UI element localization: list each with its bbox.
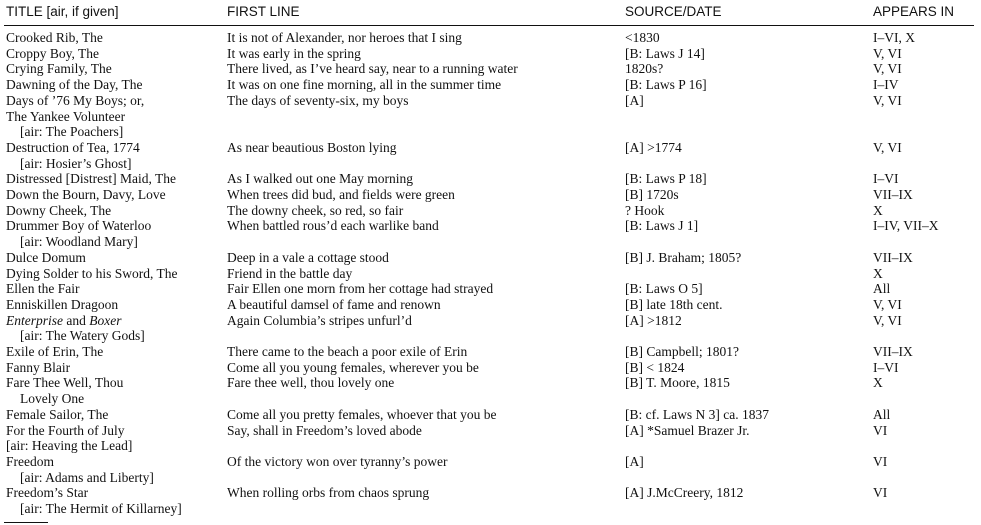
air-note: [air: Adams and Liberty] xyxy=(20,469,154,485)
appears-in: VII–IX xyxy=(873,249,913,265)
table-row xyxy=(0,266,981,282)
first-line: There lived, as I’ve heard say, near to a running water xyxy=(227,61,518,77)
appears-in: V, VI xyxy=(873,139,902,155)
source-date: [A] xyxy=(625,92,644,108)
table-row xyxy=(0,407,981,423)
first-line: Come all you young females, wherever you be xyxy=(227,359,479,375)
source-date: [B: Laws J 1] xyxy=(625,218,699,234)
appears-in: V, VI xyxy=(873,296,902,312)
song-title: Dying Solder to his Sword, The xyxy=(6,265,178,281)
source-date: 1820s? xyxy=(625,61,664,77)
air-note: [air: Hosier’s Ghost] xyxy=(20,155,132,171)
source-date: [B] Campbell; 1801? xyxy=(625,344,739,360)
song-title: Dulce Domum xyxy=(6,249,86,265)
source-date: [A] >1812 xyxy=(625,312,682,328)
first-line: Of the victory won over tyranny’s power xyxy=(227,453,448,469)
source-date: <1830 xyxy=(625,30,660,45)
song-title: Female Sailor, The xyxy=(6,406,109,422)
first-line: It is not of Alexander, nor heroes that I sing xyxy=(227,30,462,45)
air-note: [air: The Hermit of Killarney] xyxy=(20,501,182,517)
air-note: [air: Woodland Mary] xyxy=(20,234,138,250)
first-line: Again Columbia’s stripes unfurl’d xyxy=(227,312,412,328)
first-line: Friend in the battle day xyxy=(227,265,353,281)
first-line: There came to the beach a poor exile of Erin xyxy=(227,344,468,360)
song-title: Destruction of Tea, 1774 xyxy=(6,139,140,155)
source-date: [A] xyxy=(625,453,644,469)
appears-in: X xyxy=(873,375,883,391)
table-row xyxy=(0,454,981,485)
header-first-line: FIRST LINE xyxy=(227,4,300,19)
appears-in: X xyxy=(873,265,883,281)
first-line: It was on one fine morning, all in the summer time xyxy=(227,77,502,93)
table-row xyxy=(0,281,981,297)
appears-in: V, VI xyxy=(873,92,902,108)
song-title: For the Fourth of July xyxy=(6,422,125,438)
song-title: Dawning of the Day, The xyxy=(6,77,143,93)
table-row xyxy=(0,375,981,406)
source-date: [B] < 1824 xyxy=(625,359,685,375)
appears-in: VI xyxy=(873,422,888,438)
first-line: A beautiful damsel of fame and renown xyxy=(227,296,441,312)
first-line: As I walked out one May morning xyxy=(227,171,413,187)
song-title: Crooked Rib, The xyxy=(6,30,103,45)
appears-in: V, VI xyxy=(873,45,902,61)
header-source-date: SOURCE/DATE xyxy=(625,4,722,19)
table-row xyxy=(0,140,981,171)
air-note: [air: Heaving the Lead] xyxy=(6,438,133,454)
song-title: Distressed [Distrest] Maid, The xyxy=(6,171,176,187)
source-date: [B] late 18th cent. xyxy=(625,296,723,312)
source-date: [B: Laws P 18] xyxy=(625,171,707,187)
ship-name-boxer: Boxer xyxy=(89,312,122,328)
table-row xyxy=(0,423,981,454)
title-conjunction: and xyxy=(63,312,90,328)
air-note: [air: The Watery Gods] xyxy=(20,328,145,344)
appears-in: V, VI xyxy=(873,312,902,328)
first-line: The days of seventy-six, my boys xyxy=(227,92,409,108)
table-row xyxy=(0,360,981,376)
header-title: TITLE [air, if given] xyxy=(6,4,119,19)
appears-in: X xyxy=(873,202,883,218)
table-row xyxy=(0,61,981,77)
source-date: [A] J.McCreery, 1812 xyxy=(625,485,744,501)
first-line: Deep in a vale a cottage stood xyxy=(227,249,389,265)
appears-in: V, VI xyxy=(873,61,902,77)
table-row xyxy=(0,313,981,344)
first-line: As near beautious Boston lying xyxy=(227,139,397,155)
source-date: [B: Laws O 5] xyxy=(625,281,703,297)
appears-in: I–IV, VII–X xyxy=(873,218,939,234)
ship-name-enterprise: Enterprise xyxy=(6,312,63,328)
song-title: Ellen the Fair xyxy=(6,281,80,297)
song-title: Fare Thee Well, Thou xyxy=(6,375,124,391)
song-title: Days of ’76 My Boys; or, xyxy=(6,92,145,108)
appears-in: I–VI, X xyxy=(873,30,915,45)
appears-in: All xyxy=(873,406,891,422)
first-line: Come all you pretty females, whoever that you be xyxy=(227,406,497,422)
appears-in: VI xyxy=(873,485,888,501)
appears-in: I–VI xyxy=(873,171,899,187)
table-row xyxy=(0,30,981,46)
footer-rule xyxy=(4,522,48,523)
song-title: Freedom xyxy=(6,453,54,469)
song-title-continued: Lovely One xyxy=(20,391,85,407)
song-title-continued: The Yankee Volunteer xyxy=(6,108,126,124)
first-line: When trees did bud, and fields were green xyxy=(227,187,455,203)
song-title: Exile of Erin, The xyxy=(6,344,104,360)
table-row xyxy=(0,218,981,249)
table-row xyxy=(0,203,981,219)
appears-in: VI xyxy=(873,453,888,469)
table-row xyxy=(0,297,981,313)
source-date: [A] *Samuel Brazer Jr. xyxy=(625,422,750,438)
first-line: When battled rous’d each warlike band xyxy=(227,218,439,234)
column-header-row xyxy=(0,4,981,24)
table-row xyxy=(0,344,981,360)
song-title: Downy Cheek, The xyxy=(6,202,112,218)
song-title: Freedom’s Star xyxy=(6,485,89,501)
song-title xyxy=(6,313,981,329)
appears-in: All xyxy=(873,281,891,297)
table-row xyxy=(0,93,981,140)
table-row xyxy=(0,77,981,93)
table-row xyxy=(0,171,981,187)
first-line: It was early in the spring xyxy=(227,45,361,61)
source-date: [B] J. Braham; 1805? xyxy=(625,249,742,265)
table-row xyxy=(0,485,981,516)
appears-in: VII–IX xyxy=(873,187,913,203)
song-title: Enniskillen Dragoon xyxy=(6,296,119,312)
song-title: Drummer Boy of Waterloo xyxy=(6,218,152,234)
table-row xyxy=(0,187,981,203)
source-date: [B: Laws P 16] xyxy=(625,77,707,93)
first-line: Say, shall in Freedom’s loved abode xyxy=(227,422,422,438)
appears-in: I–IV xyxy=(873,77,899,93)
source-date: [B] T. Moore, 1815 xyxy=(625,375,730,391)
song-title: Down the Bourn, Davy, Love xyxy=(6,187,166,203)
table-row xyxy=(0,46,981,62)
appears-in: VII–IX xyxy=(873,344,913,360)
header-rule xyxy=(4,25,974,26)
first-line: Fare thee well, thou lovely one xyxy=(227,375,395,391)
source-date: [B] 1720s xyxy=(625,187,679,203)
first-line: Fair Ellen one morn from her cottage had strayed xyxy=(227,281,494,297)
source-date: [A] >1774 xyxy=(625,139,682,155)
song-table xyxy=(0,30,981,517)
source-date: ? Hook xyxy=(625,202,665,218)
source-date: [B: Laws J 14] xyxy=(625,45,705,61)
first-line: The downy cheek, so red, so fair xyxy=(227,202,404,218)
header-appears-in: APPEARS IN xyxy=(873,4,955,19)
air-note: [air: The Poachers] xyxy=(20,124,124,140)
table-row xyxy=(0,250,981,266)
song-title: Croppy Boy, The xyxy=(6,45,99,61)
song-title: Crying Family, The xyxy=(6,61,112,77)
first-line: When rolling orbs from chaos sprung xyxy=(227,485,430,501)
appears-in: I–VI xyxy=(873,359,899,375)
song-title: Fanny Blair xyxy=(6,359,71,375)
source-date: [B: cf. Laws N 3] ca. 1837 xyxy=(625,406,769,422)
